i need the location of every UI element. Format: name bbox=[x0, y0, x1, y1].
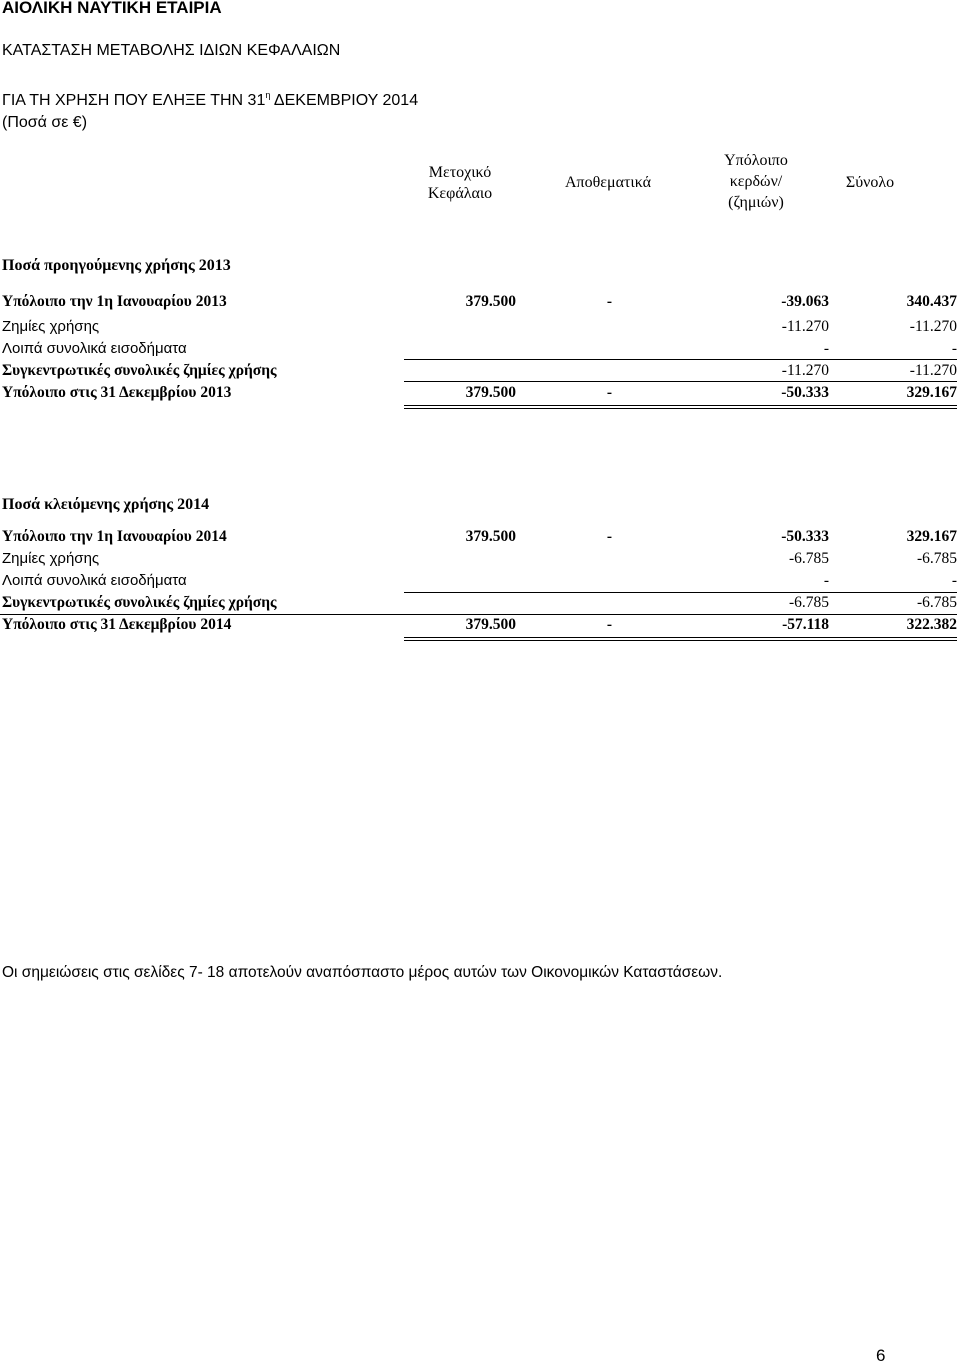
retained-earnings-value: - bbox=[823, 340, 829, 357]
statement-title: ΚΑΤΑΣΤΑΣΗ ΜΕΤΑΒΟΛΗΣ ΙΔΙΩΝ ΚΕΦΑΛΑΙΩΝ bbox=[2, 42, 341, 59]
table-row bbox=[0, 318, 960, 338]
row-label: Υπόλοιπο την 1η Ιανουαρίου 2013 bbox=[2, 293, 227, 310]
total-value: 329.167 bbox=[906, 384, 957, 401]
column-header-line: (ζημιών) bbox=[728, 194, 784, 211]
column-header-line: Κεφάλαιο bbox=[427, 185, 493, 202]
column-header-share-capital bbox=[410, 162, 510, 204]
reserves-value: - bbox=[606, 293, 612, 310]
total-value: 329.167 bbox=[906, 528, 957, 545]
total-value: -6.785 bbox=[916, 550, 957, 567]
share-capital-value: 379.500 bbox=[465, 384, 516, 401]
section-heading-2014: Ποσά κλειόμενης χρήσης 2014 bbox=[2, 496, 210, 513]
total-double-rule bbox=[404, 408, 957, 409]
total-value: - bbox=[951, 572, 957, 589]
retained-earnings-value: -50.333 bbox=[781, 384, 829, 401]
share-capital-value: 379.500 bbox=[465, 293, 516, 310]
total-double-rule bbox=[404, 640, 957, 641]
retained-earnings-value: -6.785 bbox=[788, 594, 829, 611]
share-capital-value: 379.500 bbox=[465, 616, 516, 633]
total-value: -11.270 bbox=[909, 362, 957, 379]
column-header-retained-earnings bbox=[696, 150, 816, 213]
column-header-line: Μετοχικό bbox=[428, 164, 492, 181]
table-row bbox=[0, 384, 960, 404]
total-value: 340.437 bbox=[906, 293, 957, 310]
share-capital-value: 379.500 bbox=[465, 528, 516, 545]
total-value: - bbox=[951, 340, 957, 357]
footnote: Οι σημειώσεις στις σελίδες 7- 18 αποτελούν αναπόσπαστο μέρος αυτών των Οικονομικών Καταστάσεων. bbox=[2, 964, 723, 981]
subtotal-rule bbox=[0, 614, 957, 615]
total-double-rule bbox=[404, 405, 957, 406]
page-number: 6 bbox=[876, 1346, 886, 1365]
row-label: Υπόλοιπο στις 31 Δεκεμβρίου 2014 bbox=[2, 616, 232, 633]
row-label: Υπόλοιπο την 1η Ιανουαρίου 2014 bbox=[2, 528, 227, 545]
period-text-start: ΓΙΑ ΤΗ ΧΡΗΣΗ ΠΟΥ ΕΛΗΞΕ ΤΗΝ 31 bbox=[2, 92, 266, 109]
currency-note: (Ποσά σε €) bbox=[2, 114, 88, 131]
period-superscript: η bbox=[265, 90, 271, 100]
retained-earnings-value: -39.063 bbox=[781, 293, 829, 310]
column-header-line: Υπόλοιπο bbox=[724, 152, 788, 169]
company-name: ΑΙΟΛΙΚΗ ΝΑΥΤΙΚΗ ΕΤΑΙΡΙΑ bbox=[2, 0, 222, 17]
retained-earnings-value: -50.333 bbox=[781, 528, 829, 545]
table-row bbox=[0, 528, 960, 548]
subtotal-rule bbox=[404, 359, 957, 360]
subtotal-rule bbox=[404, 381, 957, 382]
table-row bbox=[0, 594, 960, 614]
reserves-value: - bbox=[606, 616, 612, 633]
section-heading-2013: Ποσά προηγούμενης χρήσης 2013 bbox=[2, 257, 231, 274]
table-row bbox=[0, 550, 960, 570]
column-header-line: κερδών/ bbox=[729, 173, 783, 190]
table-row bbox=[0, 340, 960, 360]
total-double-rule bbox=[404, 637, 957, 638]
retained-earnings-value: - bbox=[823, 572, 829, 589]
row-label: Ζημίες χρήσης bbox=[2, 550, 100, 567]
table-row bbox=[0, 572, 960, 592]
subtotal-rule bbox=[404, 592, 957, 593]
retained-earnings-value: -57.118 bbox=[782, 616, 829, 633]
row-label: Λοιπά συνολικά εισοδήματα bbox=[2, 340, 187, 357]
table-row bbox=[0, 362, 960, 382]
row-label: Συγκεντρωτικές συνολικές ζημίες χρήσης bbox=[2, 362, 277, 379]
table-row bbox=[0, 616, 960, 636]
column-header-total: Σύνολο bbox=[845, 174, 895, 191]
table-row bbox=[0, 293, 960, 313]
period-text-end: ΔΕΚΕΜΒΡΙΟΥ 2014 bbox=[270, 92, 419, 109]
column-header-reserves: Αποθεματικά bbox=[564, 174, 651, 191]
row-label: Υπόλοιπο στις 31 Δεκεμβρίου 2013 bbox=[2, 384, 232, 401]
reserves-value: - bbox=[606, 528, 612, 545]
statement-period bbox=[2, 90, 418, 110]
row-label: Λοιπά συνολικά εισοδήματα bbox=[2, 572, 187, 589]
retained-earnings-value: -11.270 bbox=[781, 318, 829, 335]
total-value: -6.785 bbox=[916, 594, 957, 611]
row-label: Συγκεντρωτικές συνολικές ζημίες χρήσης bbox=[2, 594, 277, 611]
row-label: Ζημίες χρήσης bbox=[2, 318, 100, 335]
retained-earnings-value: -11.270 bbox=[781, 362, 829, 379]
reserves-value: - bbox=[606, 384, 612, 401]
retained-earnings-value: -6.785 bbox=[788, 550, 829, 567]
total-value: -11.270 bbox=[909, 318, 957, 335]
total-value: 322.382 bbox=[906, 616, 957, 633]
